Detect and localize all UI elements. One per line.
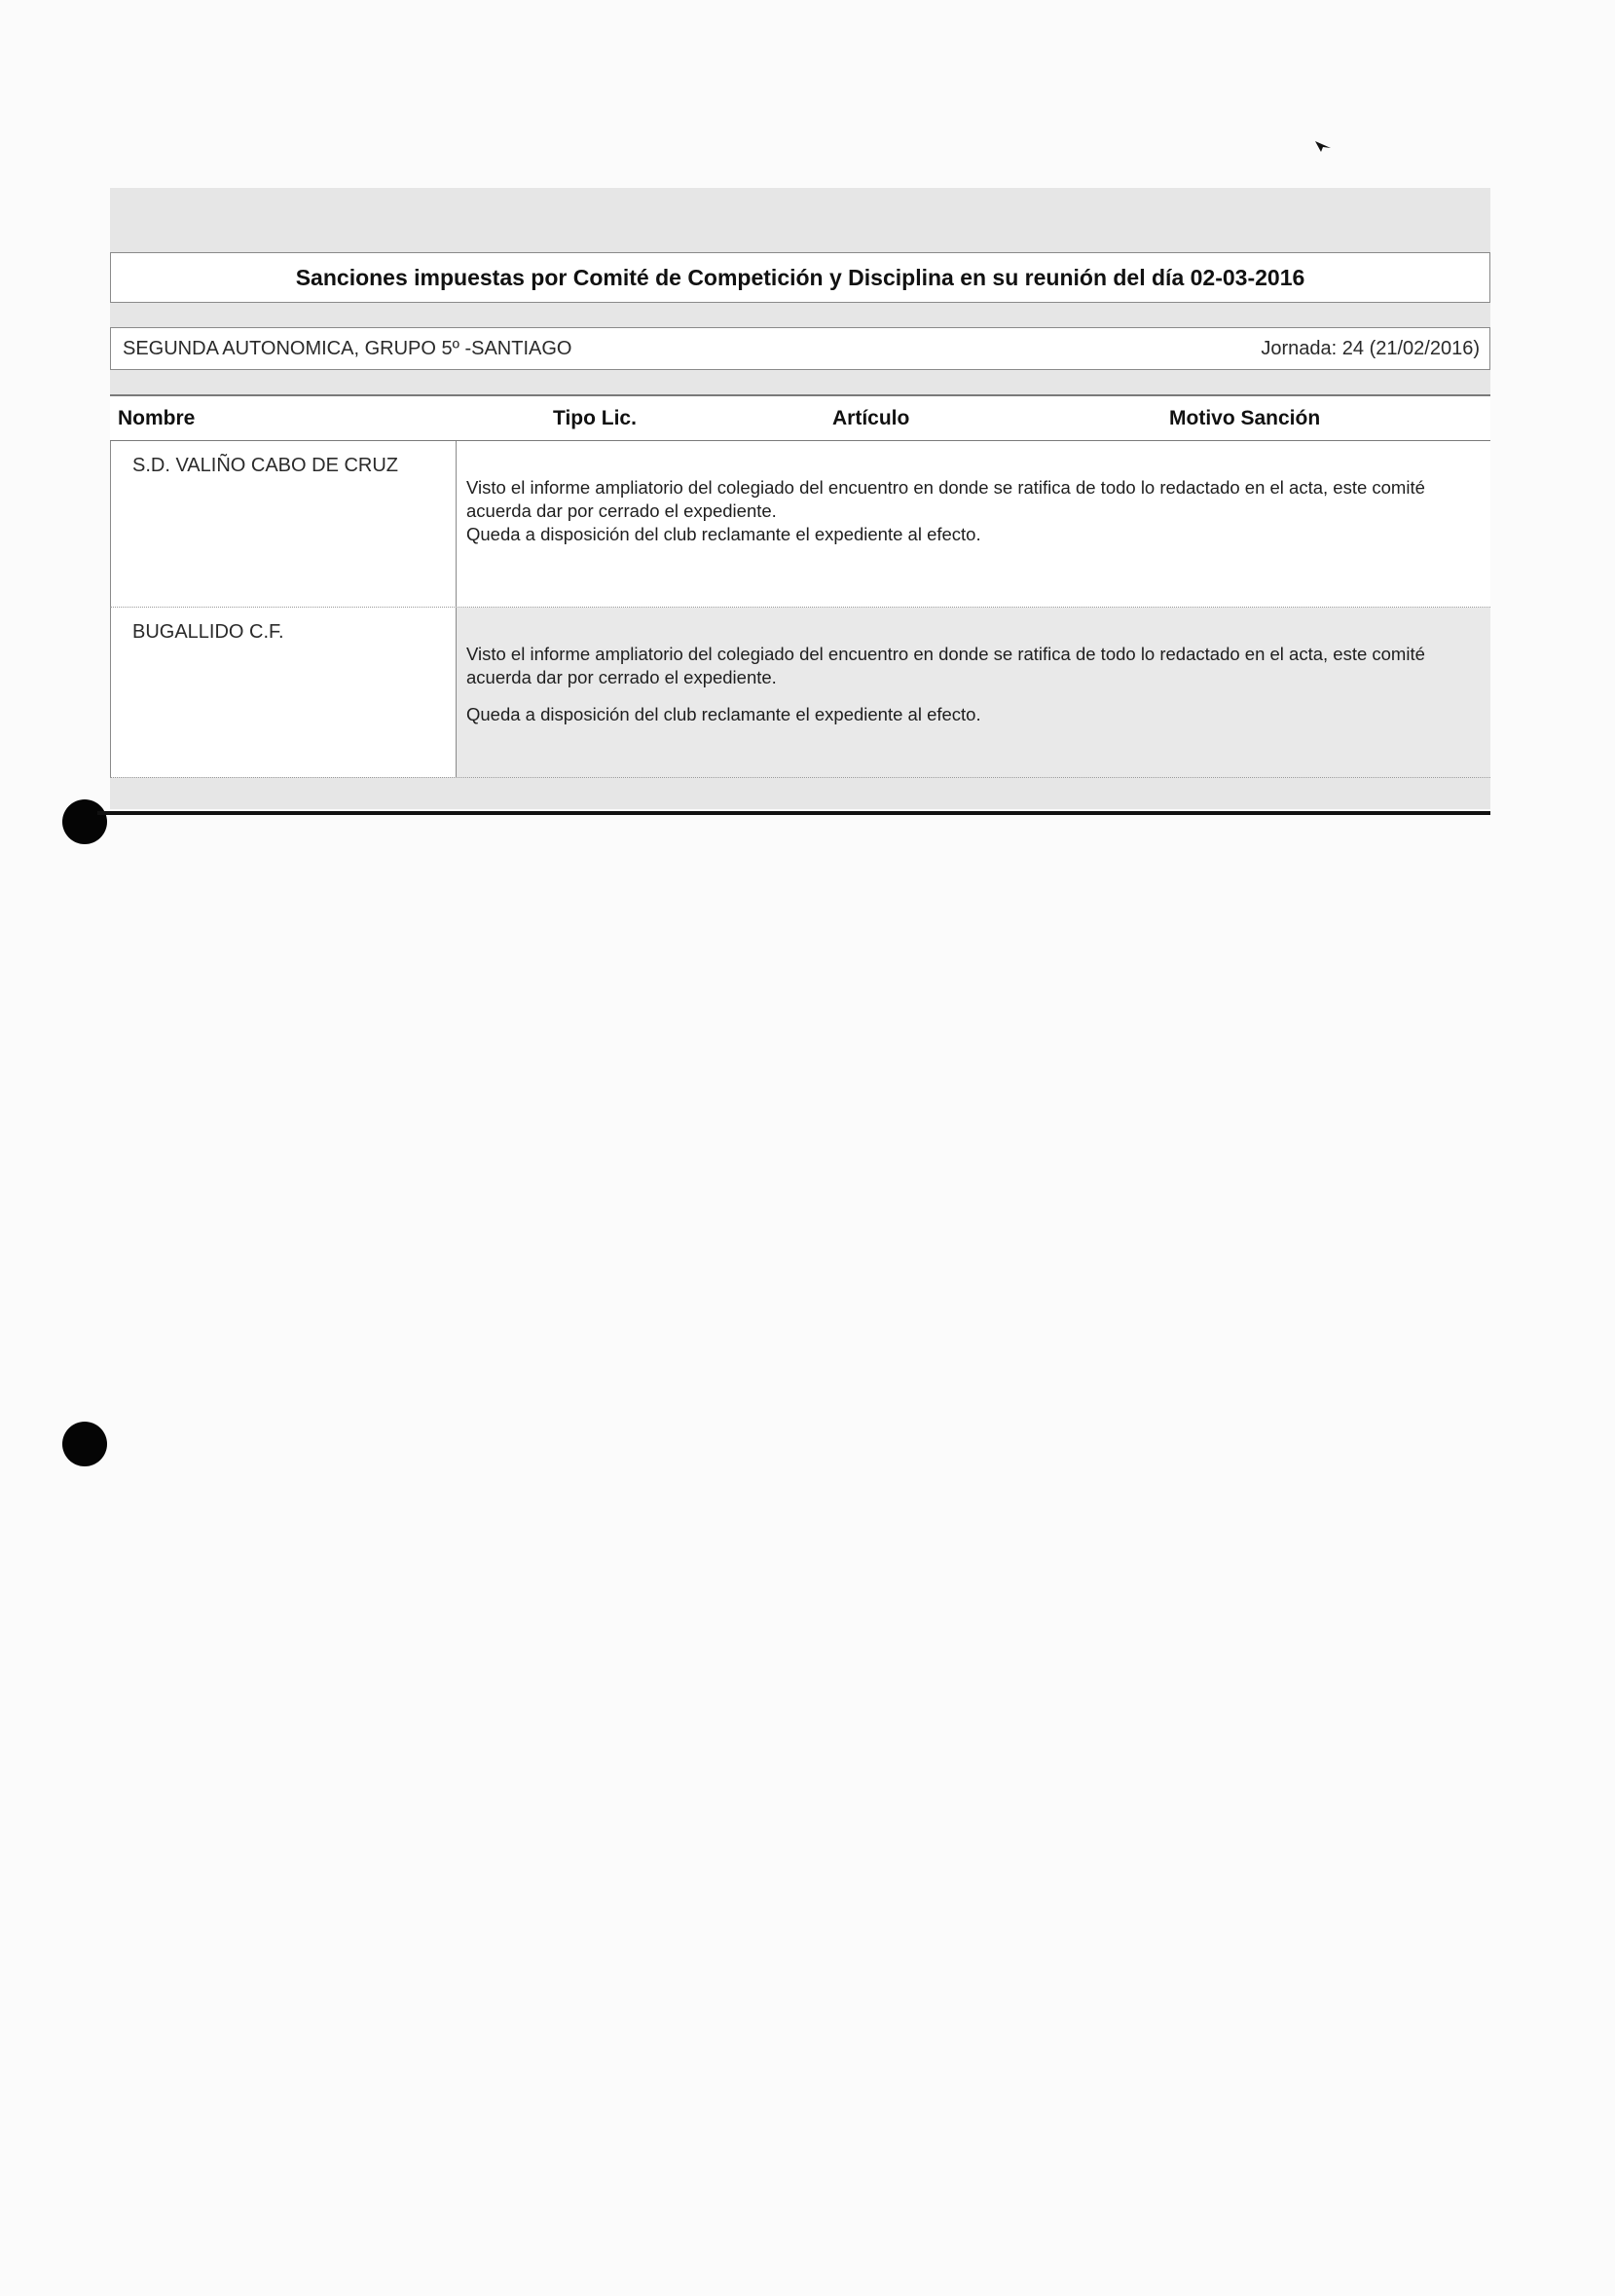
table-row xyxy=(110,608,1490,778)
club-name: S.D. VALIÑO CABO DE CRUZ xyxy=(110,441,457,607)
sanction-reason xyxy=(457,608,1490,777)
column-header-motivo: Motivo Sanción xyxy=(1169,407,1321,429)
column-header-articulo: Artículo xyxy=(832,407,910,429)
sanctions-sheet xyxy=(110,188,1490,809)
table-row xyxy=(110,441,1490,608)
bottom-rule xyxy=(97,811,1490,815)
club-name: BUGALLIDO C.F. xyxy=(110,608,457,777)
jornada-label: Jornada: 24 (21/02/2016) xyxy=(1261,337,1480,359)
scan-mark-icon xyxy=(1313,139,1333,153)
column-header-tipo-lic: Tipo Lic. xyxy=(553,407,637,429)
reason-note: Queda a disposición del club reclamante el expediente al efecto. xyxy=(466,704,981,724)
competition-header xyxy=(110,327,1490,370)
document-title: Sanciones impuestas por Comité de Competición y Disciplina en su reunión del día 02-03-2016 xyxy=(110,252,1490,303)
table-header xyxy=(110,394,1490,441)
reason-note: Queda a disposición del club reclamante el expediente al efecto. xyxy=(466,524,981,544)
punch-hole-icon xyxy=(62,1422,107,1466)
competition-name: SEGUNDA AUTONOMICA, GRUPO 5º -SANTIAGO xyxy=(123,337,572,359)
reason-text: Visto el informe ampliatorio del colegiado del encuentro en donde se ratifica de todo lo redactado en el acta, este comité acuerda dar por cerrado el expediente. xyxy=(466,477,1425,521)
punch-hole-icon xyxy=(62,799,107,844)
column-header-nombre: Nombre xyxy=(118,407,196,429)
sanction-reason xyxy=(457,441,1490,607)
reason-text: Visto el informe ampliatorio del colegiado del encuentro en donde se ratifica de todo lo redactado en el acta, este comité acuerda dar por cerrado el expediente. xyxy=(466,644,1425,687)
